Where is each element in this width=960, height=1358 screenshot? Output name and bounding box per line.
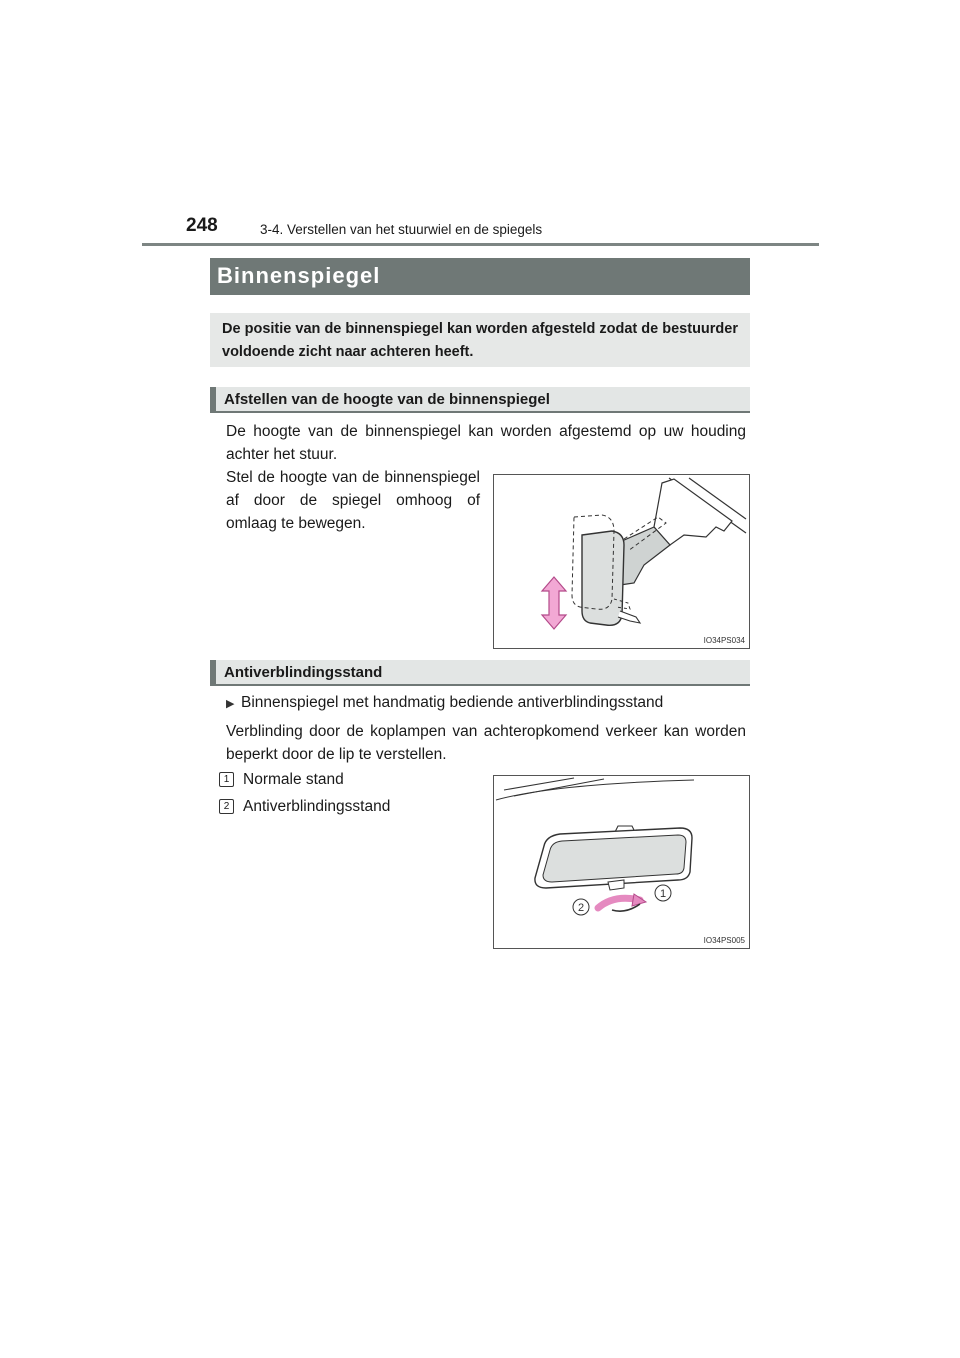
triangle-bullet-icon: ▶ <box>226 698 235 710</box>
paragraph-antiglare: Verblinding door de koplampen van achteropkomend verkeer kan worden beperkt door de lip te verstellen. <box>226 723 746 763</box>
callout-1: 1 <box>659 888 667 900</box>
chapter-title: 3-4. Verstellen van het stuurwiel en de spiegels <box>260 222 543 237</box>
number-badge: 2 <box>219 799 234 814</box>
paragraph-height-instruction: Stel de hoogte van de binnenspiegel af door de spiegel omhoog of omlaag te bewegen. <box>226 469 480 532</box>
list-item-label: Antiverblindingsstand <box>243 798 391 815</box>
figure-code: IO34PS034 <box>703 636 745 645</box>
intro-box <box>210 313 750 367</box>
figure-mirror-height <box>493 474 750 649</box>
mirror-height-illustration <box>494 475 749 648</box>
bullet-manual-antiglare <box>226 694 663 712</box>
subheading-antiglare <box>210 660 750 686</box>
list-item-label: Normale stand <box>243 771 344 788</box>
header-rule <box>142 243 819 246</box>
antiglare-illustration <box>494 776 749 948</box>
section-title: Binnenspiegel <box>210 258 750 295</box>
callout-2: 2 <box>577 902 585 914</box>
paragraph-height-intro: De hoogte van de binnenspiegel kan worden afgestemd op uw houding achter het stuur. <box>226 423 746 463</box>
page-number: 248 <box>186 215 218 236</box>
number-badge: 1 <box>219 772 234 787</box>
subheading-height-label: Afstellen van de hoogte van de binnenspiegel <box>224 391 550 408</box>
subheading-antiglare-label: Antiverblindingsstand <box>224 664 383 681</box>
list-item <box>219 798 390 816</box>
figure-antiglare <box>493 775 750 949</box>
intro-text: De positie van de binnenspiegel kan worden afgesteld zodat de bestuurder voldoende zicht naar achteren heeft. <box>222 321 738 360</box>
subheading-height <box>210 387 750 413</box>
bullet-text: Binnenspiegel met handmatig bediende antiverblindingsstand <box>241 694 664 711</box>
figure-code: IO34PS005 <box>703 936 745 945</box>
list-item <box>219 771 344 789</box>
